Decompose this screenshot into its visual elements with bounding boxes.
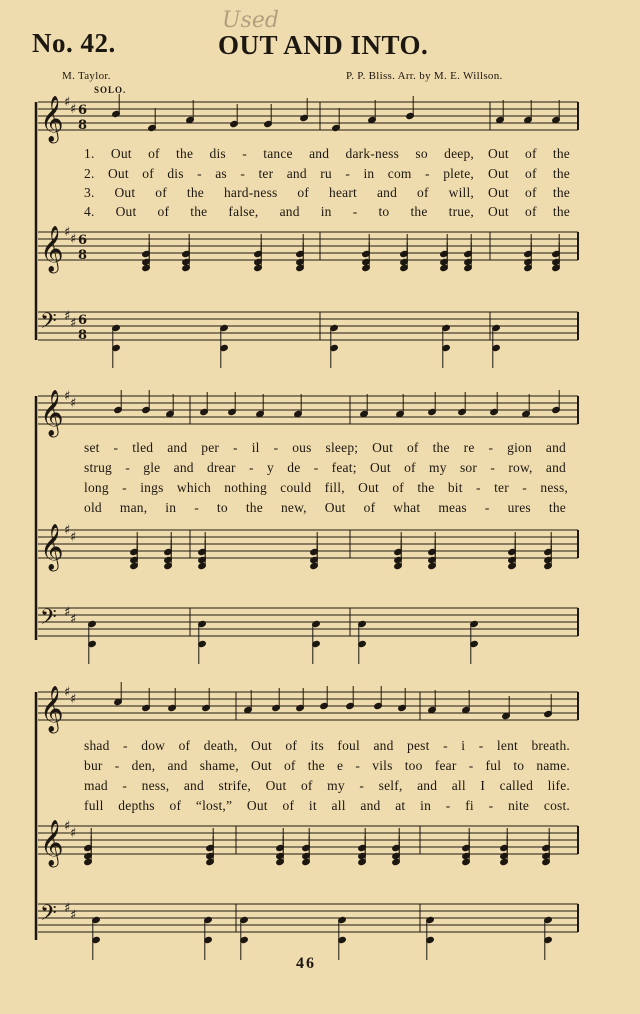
key-signature-sharp: ♯ [64,901,71,916]
key-signature-sharp: ♯ [70,396,77,411]
lyric-line: Out of the [488,146,570,161]
bass-clef: 𝄢 [40,901,57,931]
key-signature-sharp: ♯ [70,102,77,117]
key-signature-sharp: ♯ [70,316,77,331]
treble-clef: 𝄞 [40,226,64,272]
key-signature-sharp: ♯ [64,225,71,240]
time-signature: 6 [78,233,88,248]
key-signature-sharp: ♯ [64,389,71,404]
treble-clef: 𝄞 [40,390,64,436]
time-signature: 6 [78,313,88,328]
key-signature-sharp: ♯ [70,530,77,545]
lyric-line: Out of the [488,166,570,181]
treble-clef: 𝄞 [40,96,64,142]
time-signature: 8 [78,328,88,343]
lyric-line: Out of the [488,185,570,200]
key-signature-sharp: ♯ [70,826,77,841]
treble-clef: 𝄞 [40,820,64,866]
bass-clef: 𝄢 [40,309,57,339]
hymn-number: No. 42. [32,28,116,58]
lyric-line: set - tled and per - il - ous sleep; Out of the re - gion and [84,440,566,455]
lyric-line: shad - dow of death, Out of its foul and pest - i - lent breath. [84,738,570,753]
lyric-line: old man, in - to the new, Out of what meas - ures the [84,500,566,515]
lyric-line: long - ings which nothing could fill, Out of the bit - ter - ness, [84,480,568,495]
bass-clef: 𝄢 [40,605,57,635]
key-signature-sharp: ♯ [64,605,71,620]
lyric-line: strug - gle and drear - y de - feat; Out of my sor - row, and [84,460,566,475]
words-author: M. Taylor. [62,70,111,82]
treble-clef: 𝄞 [40,524,64,570]
lyric-line: 3. Out of the hard-ness of heart and of will, [84,185,474,200]
treble-clef: 𝄞 [40,686,64,732]
key-signature-sharp: ♯ [70,692,77,707]
note-heads [84,94,561,960]
key-signature-sharp: ♯ [70,232,77,247]
lyric-line: Out of the [488,204,570,219]
lyric-line: 1. Out of the dis - tance and dark-ness so deep, [84,146,474,161]
time-signature: 6 [78,103,88,118]
lyric-line: 2. Out of dis - as - ter and ru - in com - plete, [84,166,474,181]
time-signature: 8 [78,248,88,263]
lyric-line: full depths of “lost,” Out of it all and at in - fi - nite cost. [84,798,570,813]
lyric-line: 4. Out of the false, and in - to the true, [84,204,474,219]
time-signature: 8 [78,118,88,133]
lyric-line: bur - den, and shame, Out of the e - vils too fear - ful to name. [84,758,570,773]
pencil-annotation: Used [222,8,279,33]
key-signature-sharp: ♯ [70,612,77,627]
key-signature-sharp: ♯ [64,523,71,538]
page-number: 46 [296,955,316,972]
key-signature-sharp: ♯ [64,309,71,324]
lyric-line: mad - ness, and strife, Out of my - self, and all I called life. [84,778,570,793]
key-signature-sharp: ♯ [70,908,77,923]
staff-lines [36,102,578,940]
key-signature-sharp: ♯ [64,685,71,700]
solo-marking: SOLO. [94,85,127,95]
hymn-title: OUT AND INTO. [218,30,429,60]
key-signature-sharp: ♯ [64,819,71,834]
music-author: P. P. Bliss. Arr. by M. E. Willson. [346,70,503,82]
key-signature-sharp: ♯ [64,95,71,110]
clefs-and-signatures [40,95,87,931]
